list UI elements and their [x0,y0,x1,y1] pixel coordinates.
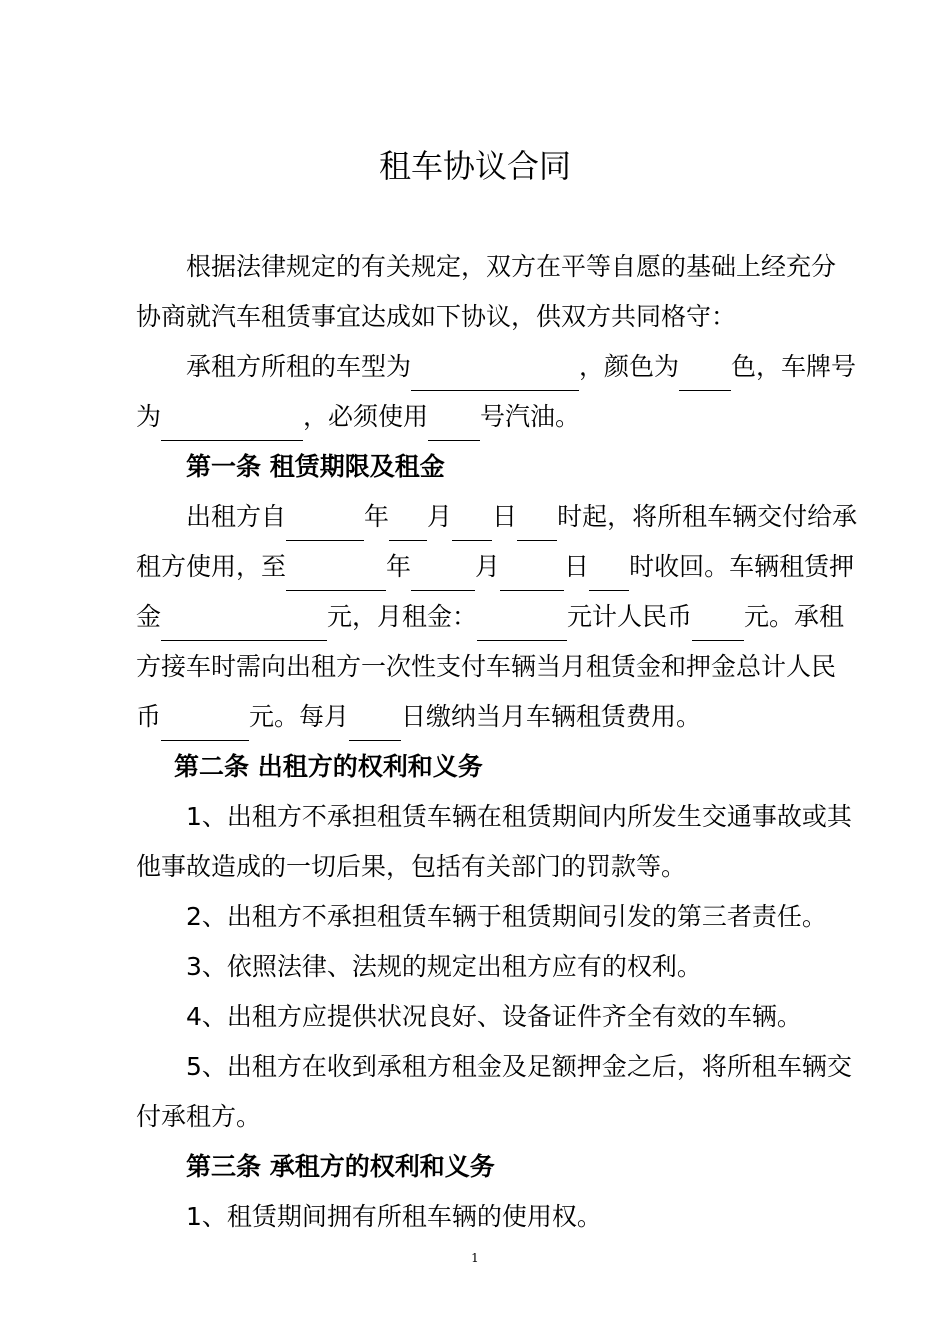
monthly-rent-blank[interactable] [477,600,567,641]
article-2-item: 他事故造成的一切后果，包括有关部门的罚款等。 [136,852,687,881]
start-year-blank[interactable] [286,500,364,541]
article-1-heading: 第一条 租赁期限及租金 [186,452,445,481]
vehicle-model-blank[interactable] [411,350,579,391]
rmb-amount-blank[interactable] [692,600,744,641]
article-1-line-4: 方接车时需向出租方一次性支付车辆当月租赁金和押金总计人民 [136,652,837,681]
article-2-item: 4、出租方应提供状况良好、设备证件齐全有效的车辆。 [186,1002,802,1031]
intro-line-1: 根据法律规定的有关规定，双方在平等自愿的基础上经充分 [186,252,837,281]
end-month-label: 月 [475,552,501,581]
total-amount-blank[interactable] [161,700,249,741]
end-day-label: 日 [564,552,590,581]
end-month-blank[interactable] [411,550,475,591]
article-2-item: 3、依照法律、法规的规定出租方应有的权利。 [186,952,702,981]
vehicle-line-2 [136,400,580,441]
end-year-label: 年 [386,552,412,581]
monthly-due-label: 元。每月 [249,702,350,731]
yuan-label: 元。承租 [744,602,845,631]
article-3-item: 1、租赁期间拥有所租车辆的使用权。 [186,1202,602,1231]
article-1-line-5 [136,700,701,741]
fuel-grade-blank[interactable] [428,400,480,441]
article-2-item: 2、出租方不承担租赁车辆于租赁期间引发的第三者责任。 [186,902,827,931]
start-hour-blank[interactable] [517,500,557,541]
article-2-heading: 第二条 出租方的权利和义务 [174,752,483,781]
due-day-blank[interactable] [349,700,401,741]
article-1-line-2 [136,550,854,591]
vehicle-plate-prefix: 为 [136,402,162,431]
lease-start-label: 出租方自 [186,502,287,531]
vehicle-plate-blank[interactable] [161,400,303,441]
start-day-label: 日 [492,502,518,531]
rmb-label: 元计人民币 [567,602,693,631]
start-hour-label: 时起，将所租车辆交付给承 [557,502,858,531]
due-day-suffix: 日缴纳当月车辆租赁费用。 [401,702,702,731]
start-month-label: 月 [427,502,453,531]
vehicle-color-blank[interactable] [679,350,731,391]
deposit-label: 金 [136,602,162,631]
article-2-item: 5、出租方在收到承租方租金及足额押金之后，将所租车辆交 [186,1052,852,1081]
article-2-item: 1、出租方不承担租赁车辆在租赁期间内所发生交通事故或其 [186,802,852,831]
intro-line-2: 协商就汽车租赁事宜达成如下协议，供双方共同格守： [136,302,737,331]
end-day-blank[interactable] [500,550,564,591]
deposit-blank[interactable] [161,600,327,641]
monthly-rent-label: 元，月租金： [327,602,478,631]
article-2-item: 付承租方。 [136,1102,262,1131]
end-hour-blank[interactable] [589,550,629,591]
article-1-line-3 [136,600,844,641]
vehicle-line-1 [186,350,856,391]
fuel-suffix: 号汽油。 [480,402,581,431]
vehicle-model-label: 承租方所租的车型为 [186,352,412,381]
start-day-blank[interactable] [452,500,492,541]
end-hour-label: 时收回。车辆租赁押 [629,552,855,581]
end-year-blank[interactable] [286,550,386,591]
document-title: 租车协议合同 [378,147,571,185]
total-currency-label: 币 [136,702,162,731]
page-number: 1 [471,1251,479,1265]
start-year-label: 年 [364,502,390,531]
article-3-heading: 第三条 承租方的权利和义务 [186,1152,495,1181]
vehicle-plate-label: 色，车牌号 [731,352,857,381]
article-1-line-1 [186,500,857,541]
fuel-label: ，必须使用 [303,402,429,431]
lease-end-label: 租方使用，至 [136,552,287,581]
start-month-blank[interactable] [389,500,427,541]
vehicle-color-label: ，颜色为 [579,352,680,381]
